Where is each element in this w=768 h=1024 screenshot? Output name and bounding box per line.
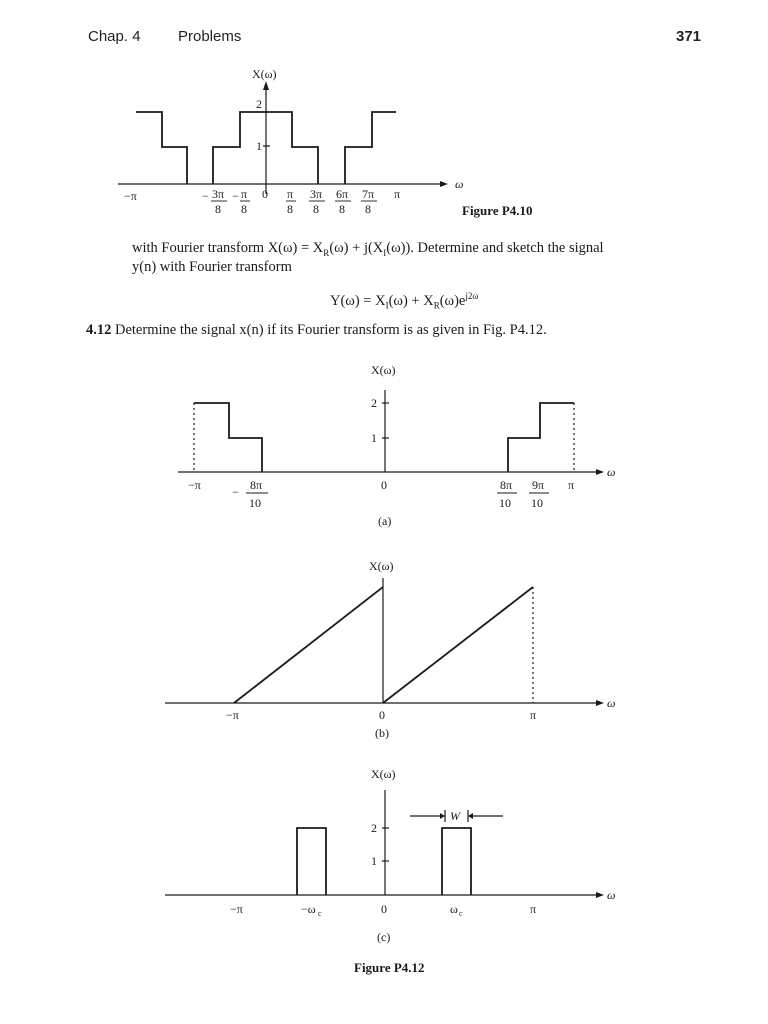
x-tick-neg-8pi-10-den: 10 [249, 496, 261, 510]
x-tick-neg-pi-8-den: 8 [241, 202, 247, 216]
x-axis-label: ω [607, 465, 616, 479]
figure-stroke [596, 892, 604, 898]
figure-stroke [508, 403, 574, 472]
x-tick-3pi-8-den: 8 [313, 202, 319, 216]
figure-stroke [234, 587, 383, 703]
x-tick-pi: π [530, 708, 537, 722]
page-number: 371 [676, 28, 702, 45]
x-tick-neg-wc: −ω [301, 902, 316, 916]
x-tick-8pi-10-num: 8π [500, 478, 513, 492]
figure-stroke [440, 181, 448, 187]
x-tick-pi: π [568, 478, 575, 492]
y-tick-1: 1 [256, 139, 262, 153]
x-tick-pi: π [530, 902, 537, 916]
x-tick-9pi-10-den: 10 [531, 496, 543, 510]
chapter-label: Chap. 4 [88, 28, 141, 45]
equation-Y: $Y(\omega) = X_I(\omega) + X_R(\omega)e^{j2\omega}$ [330, 291, 479, 311]
x-tick-zero: 0 [381, 902, 387, 916]
x-tick-9pi-10-num: 9π [532, 478, 545, 492]
x-tick-pi: π [394, 187, 401, 201]
x-tick-6pi-8-num: 6π [336, 187, 349, 201]
figure-p4-12-caption: Figure P4.12 [354, 960, 425, 975]
figure-stroke [468, 813, 473, 819]
x-tick-3pi-8-num: 3π [310, 187, 323, 201]
paragraph-line-2: y(n) with Fourier transform [132, 259, 292, 275]
x-tick-neg-pi: −π [188, 478, 201, 492]
figure-p4-12-b [0, 548, 768, 743]
y-tick-1: 1 [371, 431, 377, 445]
y-axis-label: X(ω) [371, 767, 396, 781]
figure-stroke [194, 403, 262, 472]
figure-p4-12-a [0, 355, 768, 535]
x-tick-neg-8pi-10-num: 8π [250, 478, 263, 492]
x-axis-label: ω [455, 177, 464, 191]
subfigure-c-label: (c) [377, 930, 391, 944]
subfigure-b-label: (b) [375, 726, 389, 740]
x-tick-neg-pi-8-sign: − [232, 189, 239, 203]
figure-p4-10-caption: Figure P4.10 [462, 203, 533, 218]
x-tick-zero: 0 [262, 187, 268, 201]
figure-stroke [383, 587, 533, 703]
y-axis-label: X(ω) [369, 559, 394, 573]
x-tick-zero: 0 [379, 708, 385, 722]
y-axis-label: X(ω) [371, 363, 396, 377]
x-tick-7pi-8-num: 7π [362, 187, 375, 201]
x-tick-wc-sub: c [459, 909, 463, 918]
x-tick-pi-8-num: π [287, 187, 294, 201]
y-tick-1: 1 [371, 854, 377, 868]
figure-stroke [596, 469, 604, 475]
x-tick-neg-wc-sub: c [318, 909, 322, 918]
x-tick-wc: ω [450, 902, 458, 916]
figure-stroke [442, 828, 471, 895]
x-tick-neg-pi: −π [230, 902, 243, 916]
y-tick-2: 2 [371, 821, 377, 835]
figure-stroke [596, 700, 604, 706]
x-tick-zero: 0 [381, 478, 387, 492]
y-tick-2: 2 [371, 396, 377, 410]
figure-stroke [297, 828, 326, 895]
y-tick-2: 2 [256, 97, 262, 111]
figure-p4-12-c [0, 760, 768, 950]
x-axis-label: ω [607, 888, 616, 902]
x-axis-label: ω [607, 696, 616, 710]
x-tick-neg-pi: −π [226, 708, 239, 722]
figure-stroke [136, 112, 187, 184]
x-tick-neg-pi: −π [124, 189, 137, 203]
x-tick-7pi-8-den: 8 [365, 202, 371, 216]
x-tick-neg-pi-8-num: π [241, 187, 248, 201]
figure-stroke [440, 813, 445, 819]
problem-4-12: 4.12 Determine the signal x(n) if its Fourier transform is as given in Fig. P4.12. [86, 322, 547, 338]
section-label: Problems [178, 28, 242, 45]
x-tick-6pi-8-den: 8 [339, 202, 345, 216]
x-tick-8pi-10-den: 10 [499, 496, 511, 510]
x-tick-neg-3pi-8-num: 3π [212, 187, 225, 201]
x-tick-neg-3pi-8-den: 8 [215, 202, 221, 216]
x-tick-neg-8pi-10-sign: − [232, 485, 239, 499]
x-tick-neg-3pi-8-sign: − [202, 189, 209, 203]
paragraph-line-1: with Fourier transform $X(\omega) = X_R(\omega) + j(X_I(\omega))$. Determine and sketch the signal [132, 240, 604, 258]
x-tick-pi-8-den: 8 [287, 202, 293, 216]
subfigure-a-label: (a) [378, 514, 392, 528]
width-label: W [450, 809, 460, 823]
figure-stroke [263, 81, 269, 90]
figure-p4-10 [0, 60, 768, 220]
figure-stroke [345, 112, 396, 184]
y-axis-label: X(ω) [252, 67, 277, 81]
